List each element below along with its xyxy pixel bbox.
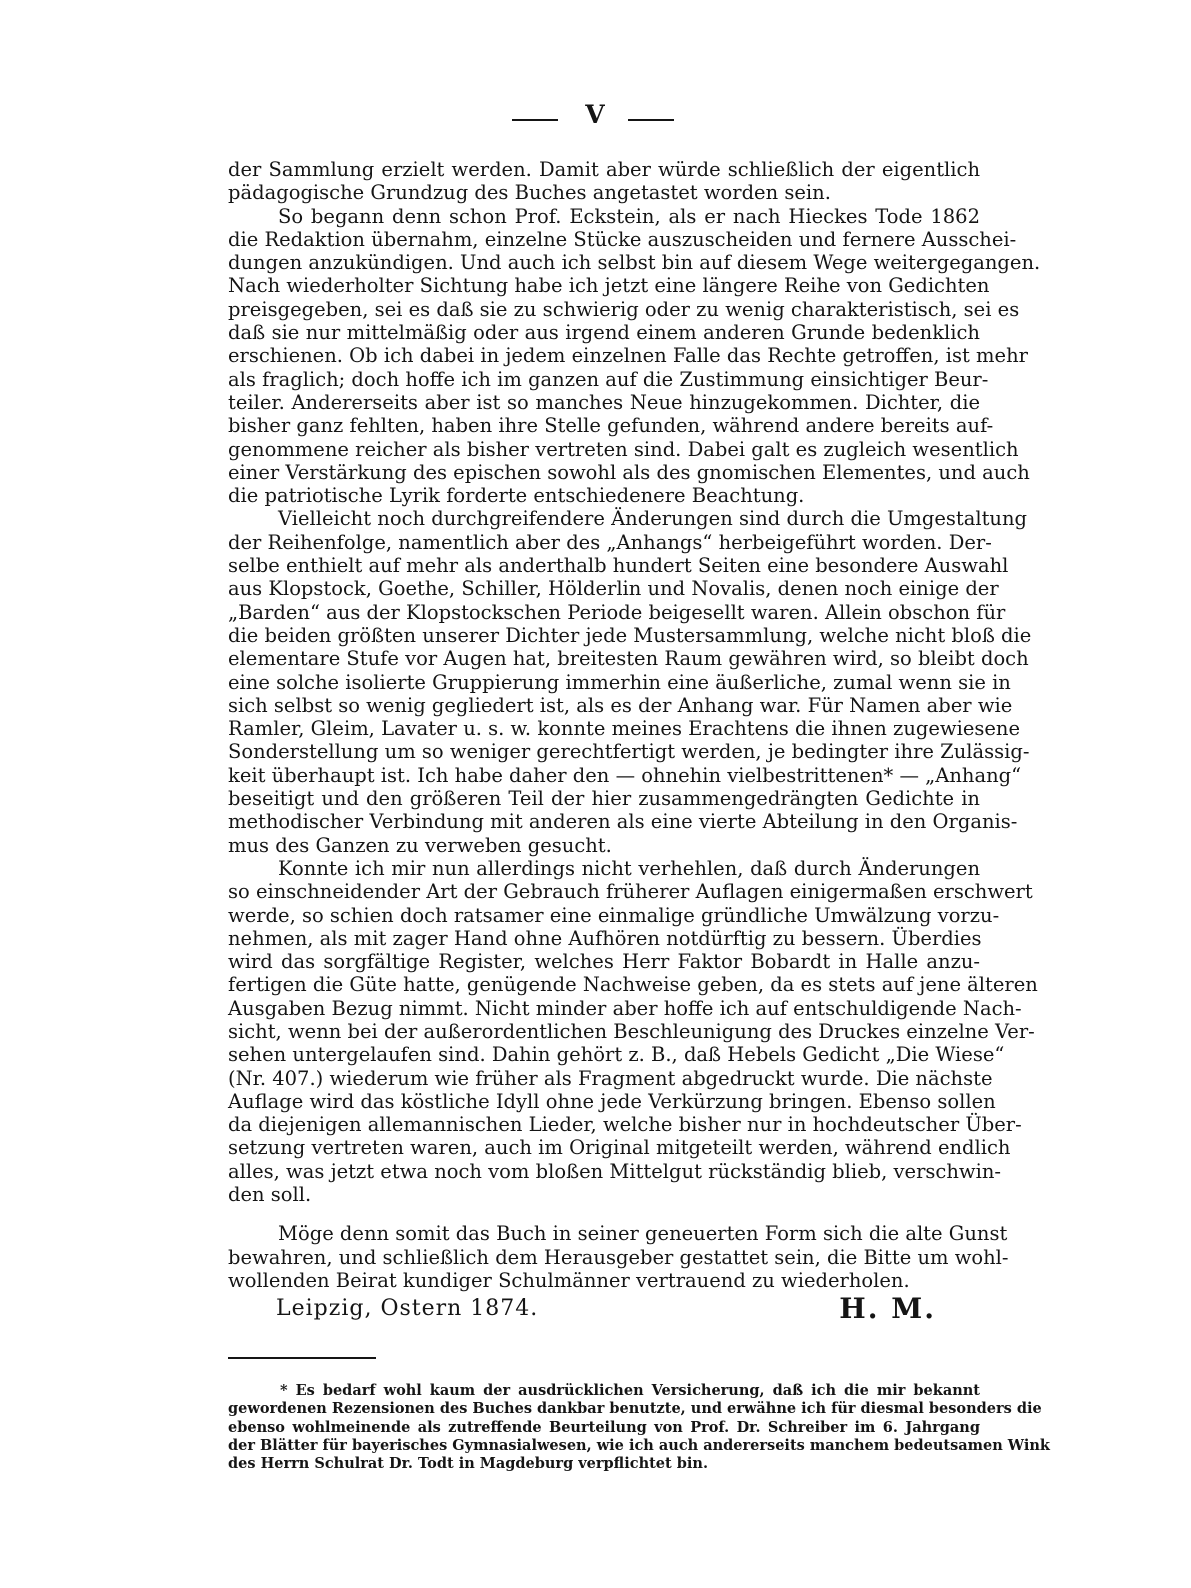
text-line: den soll.	[228, 1183, 312, 1207]
text-line: preisgegeben, sei es daß sie zu schwierig oder zu wenig charakteristisch, sei es	[228, 297, 1020, 321]
text-line: eine solche isolierte Gruppierung immerhin eine äußerliche, zumal wenn sie in	[228, 670, 1011, 694]
paragraph	[228, 507, 1032, 857]
footnote-line: * Es bedarf wohl kaum der ausdrücklichen Versicherung, daß ich die mir bekannt	[280, 1382, 980, 1399]
author-initials: H. M.	[839, 1292, 936, 1325]
text-line: dungen anzukündigen. Und auch ich selbst bin auf diesem Wege weitergegangen.	[228, 251, 1041, 275]
text-line: bewahren, und schließlich dem Herausgeber gestattet sein, die Bitte um wohl-	[228, 1245, 1009, 1269]
text-line: Ausgaben Bezug nimmt. Nicht minder aber hoffe ich auf entschuldigende Nach-	[228, 996, 1022, 1020]
text-line: wollenden Beirat kundiger Schulmänner vertrauend zu wiederholen.	[228, 1268, 910, 1292]
text-line: bisher ganz fehlten, haben ihre Stelle gefunden, während andere bereits auf-	[228, 414, 994, 438]
page-number: V	[585, 100, 605, 129]
text-line: „Barden“ aus der Klopstockschen Periode beigesellt waren. Allein obschon für	[228, 600, 1006, 624]
text-line: Möge denn somit das Buch in seiner geneuerten Form sich die alte Gunst	[278, 1222, 1008, 1246]
text-line: Vielleicht noch durchgreifendere Änderungen sind durch die Umgestaltung	[278, 507, 1028, 531]
text-line: die Redaktion übernahm, einzelne Stücke auszuscheiden und fernere Ausschei-	[228, 227, 1017, 251]
text-line: So begann denn schon Prof. Eckstein, als er nach Hieckes Tode 1862	[278, 204, 980, 228]
text-line: sicht, wenn bei der außerordentlichen Beschleunigung des Druckes einzelne Ver-	[228, 1019, 1035, 1043]
text-line: methodischer Verbindung mit anderen als eine vierte Abteilung in den Organis-	[228, 810, 1018, 834]
text-line: nehmen, als mit zager Hand ohne Aufhören notdürftig zu bessern. Überdies	[228, 926, 982, 950]
footnote-divider	[228, 1357, 376, 1359]
text-line: pädagogische Grundzug des Buches angetastet worden sein.	[228, 181, 831, 205]
paragraph-gap	[228, 1206, 980, 1222]
text-line: der Sammlung erzielt werden. Damit aber würde schließlich der eigentlich	[228, 158, 980, 181]
text-line: wird das sorgfältige Register, welches Herr Faktor Bobardt in Halle anzu-	[228, 950, 980, 974]
text-line: fertigen die Güte hatte, genügende Nachweise geben, da es stets auf jene älteren	[228, 973, 1038, 997]
text-line: einer Verstärkung des epischen sowohl als des gnomischen Elementes, und auch	[228, 460, 1030, 484]
text-line: da diejenigen allemannischen Lieder, welche bisher nur in hochdeutscher Über-	[228, 1113, 1022, 1137]
header-rule-left	[512, 119, 558, 121]
text-line: beseitigt und den größeren Teil der hier zusammengedrängten Gedichte in	[228, 787, 980, 811]
text-line: aus Klopstock, Goethe, Schiller, Hölderlin und Novalis, denen noch einige der	[228, 577, 999, 601]
text-line: sehen untergelaufen sind. Dahin gehört z. B., daß Hebels Gedicht „Die Wiese“	[228, 1043, 1005, 1067]
text-line: Sonderstellung um so weniger gerechtfertigt werden, je bedingter ihre Zulässig-	[228, 740, 1030, 764]
text-line: als fraglich; doch hoffe ich im ganzen auf die Zustimmung einsichtiger Beur-	[228, 367, 989, 391]
text-line: der Reihenfolge, namentlich aber des „Anhangs“ herbeigeführt worden. Der-	[228, 530, 992, 554]
text-line: selbe enthielt auf mehr als anderthalb hundert Seiten eine besondere Auswahl	[228, 554, 1009, 578]
place-and-date: Leipzig, Ostern 1874.	[276, 1296, 539, 1321]
footnote-line: des Herrn Schulrat Dr. Todt in Magdeburg verpflichtet bin.	[228, 1455, 709, 1473]
text-line: erschienen. Ob ich dabei in jedem einzelnen Falle das Rechte getroffen, ist mehr	[228, 344, 1028, 368]
text-line: die beiden größten unserer Dichter jede Mustersammlung, welche nicht bloß die	[228, 623, 1032, 647]
text-line: werde, so schien doch ratsamer eine einmalige gründliche Umwälzung vorzu-	[228, 903, 1000, 927]
signature-row	[276, 1292, 936, 1332]
footnote	[228, 1382, 1050, 1473]
text-line: teiler. Andererseits aber ist so manches Neue hinzugekommen. Dichter, die	[228, 390, 980, 414]
page-header	[0, 100, 1191, 140]
paragraph	[228, 1222, 1009, 1292]
text-line: (Nr. 407.) wiederum wie früher als Fragment abgedruckt wurde. Die nächste	[228, 1066, 993, 1090]
footnote-line: ebenso wohlmeinende als zutreffende Beurteilung von Prof. Dr. Schreiber im 6. Jahrgang	[228, 1418, 980, 1436]
text-line: Ramler, Gleim, Lavater u. s. w. konnte meines Erachtens die ihnen zugewiesene	[228, 717, 1021, 741]
text-line: sich selbst so wenig gegliedert ist, als es der Anhang war. Für Namen aber wie	[228, 693, 1013, 717]
text-line: mus des Ganzen zu verweben gesucht.	[228, 833, 612, 857]
paragraph	[228, 204, 1041, 508]
paragraph	[228, 856, 1038, 1207]
text-line: genommene reicher als bisher vertreten sind. Dabei galt es zugleich wesentlich	[228, 437, 1019, 461]
text-line: keit überhaupt ist. Ich habe daher den — ohnehin vielbestrittenen* — „Anhang“	[228, 763, 1022, 787]
text-line: alles, was jetzt etwa noch vom bloßen Mittelgut rückständig blieb, verschwin-	[228, 1159, 1001, 1183]
paragraph	[228, 158, 980, 205]
text-line: Nach wiederholter Sichtung habe ich jetzt eine längere Reihe von Gedichten	[228, 274, 990, 298]
text-line: Konnte ich mir nun allerdings nicht verhehlen, daß durch Änderungen	[278, 856, 980, 880]
text-line: setzung vertreten waren, auch im Original mitgeteilt werden, während endlich	[228, 1136, 1011, 1160]
body-text	[228, 158, 1041, 1292]
header-rule-right	[628, 119, 674, 121]
text-line: so einschneidender Art der Gebrauch früherer Auflagen einigermaßen erschwert	[228, 880, 1033, 904]
footnote-line: gewordenen Rezensionen des Buches dankbar benutzte, und erwähne ich für diesmal besonders die	[228, 1400, 1042, 1418]
footnote-line: der Blätter für bayerisches Gymnasialwesen, wie ich auch andererseits manchem bedeutsamen Wink	[228, 1436, 1050, 1454]
text-line: daß sie nur mittelmäßig oder aus irgend einem anderen Grunde bedenklich	[228, 321, 980, 345]
text-line: die patriotische Lyrik forderte entschiedenere Beachtung.	[228, 484, 805, 508]
text-line: Auflage wird das köstliche Idyll ohne jede Verkürzung bringen. Ebenso sollen	[228, 1089, 996, 1113]
text-line: elementare Stufe vor Augen hat, breitesten Raum gewähren wird, so bleibt doch	[228, 647, 1029, 671]
